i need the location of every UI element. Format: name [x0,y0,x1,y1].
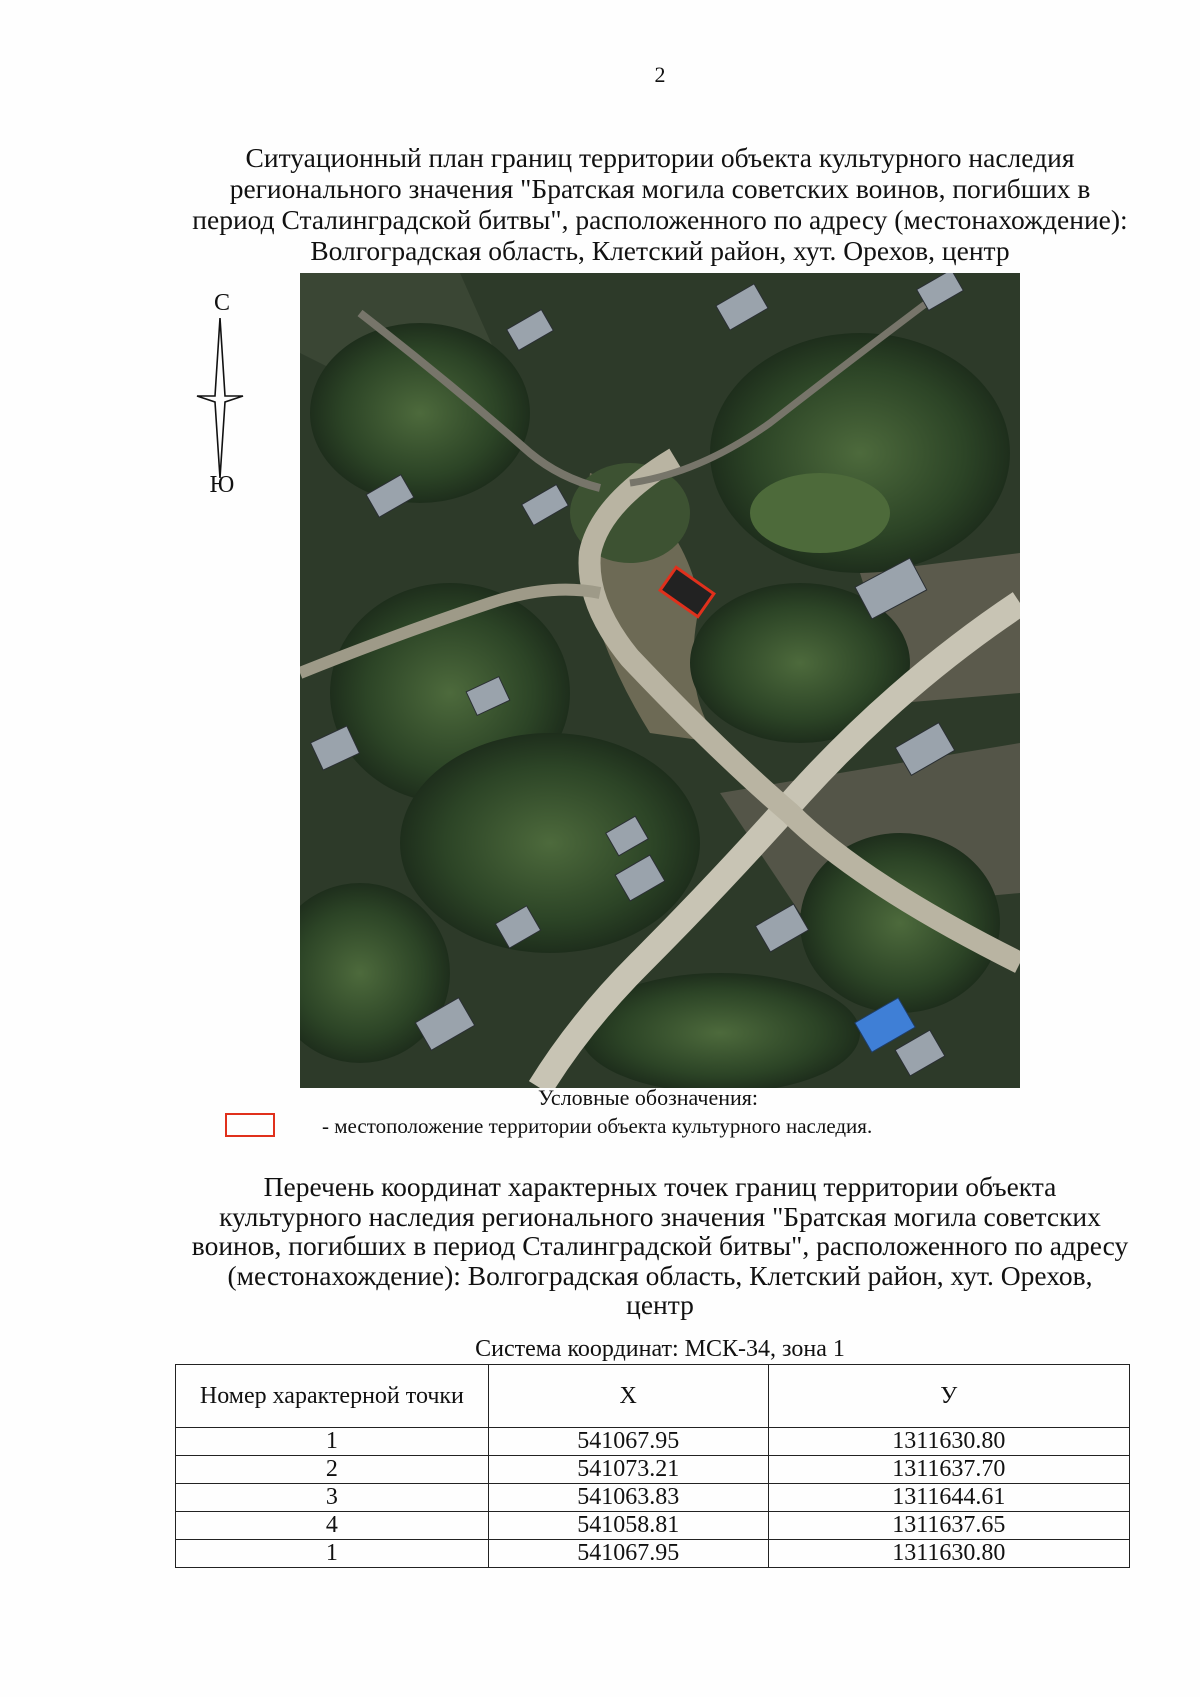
cell-x: 541067.95 [488,1428,768,1456]
table-row [176,1512,1130,1540]
table-header-row [176,1365,1130,1428]
plan-title-line: регионального значения "Братская могила советских воинов, погибших в [229,173,1091,204]
cell-point: 3 [176,1484,489,1512]
list-title-line: культурного наследия регионального значения "Братская могила советских [219,1200,1101,1232]
plan-title-line: Ситуационный план границ территории объекта культурного наследия [245,142,1075,173]
legend-title: Условные обозначения: [538,1085,759,1110]
cell-point: 4 [176,1512,489,1540]
legend-red-rectangle-icon [225,1113,275,1137]
cell-y: 1311637.65 [768,1512,1129,1540]
plan-title-line: период Сталинградской битвы", расположенного по адресу (местонахождение): [192,204,1128,235]
table-row [176,1484,1130,1512]
cell-x: 541067.95 [488,1540,768,1568]
cell-point: 1 [176,1540,489,1568]
table-row [176,1540,1130,1568]
list-title-line: Перечень координат характерных точек границ территории объекта [263,1171,1057,1202]
coordinates-table [175,1364,1130,1568]
north-label: С [213,290,230,316]
cell-x: 541058.81 [488,1512,768,1540]
cell-point: 2 [176,1456,489,1484]
list-title-line: воинов, погибших в период Сталинградской битвы", расположенного по адресу [191,1230,1129,1261]
plan-title-line: Волгоградская область, Клетский район, хут. Орехов, центр [310,235,1010,266]
page-number: 2 [654,62,666,87]
cell-y: 1311630.80 [768,1540,1129,1568]
coordinate-system: Система координат: МСК-34, зона 1 [475,1336,845,1362]
south-label: Ю [209,472,235,498]
table-row [176,1428,1130,1456]
cell-y: 1311637.70 [768,1456,1129,1484]
cell-y: 1311630.80 [768,1428,1129,1456]
header-y: У [768,1365,1129,1428]
header-point-number: Номер характерной точки [176,1365,489,1428]
header-x: X [488,1365,768,1428]
cell-x: 541063.83 [488,1484,768,1512]
cell-y: 1311644.61 [768,1484,1129,1512]
list-title-line: (местонахождение): Волгоградская область, Клетский район, хут. Орехов, [227,1259,1093,1291]
legend-item-text: - местоположение территории объекта культурного наследия. [322,1114,873,1138]
table-row [176,1456,1130,1484]
list-title [160,1172,1160,1320]
cell-x: 541073.21 [488,1456,768,1484]
cell-point: 1 [176,1428,489,1456]
satellite-map-image [300,273,1020,1088]
plan-title [160,142,1160,266]
compass-rose-icon [195,318,245,478]
list-title-line: центр [626,1289,694,1320]
